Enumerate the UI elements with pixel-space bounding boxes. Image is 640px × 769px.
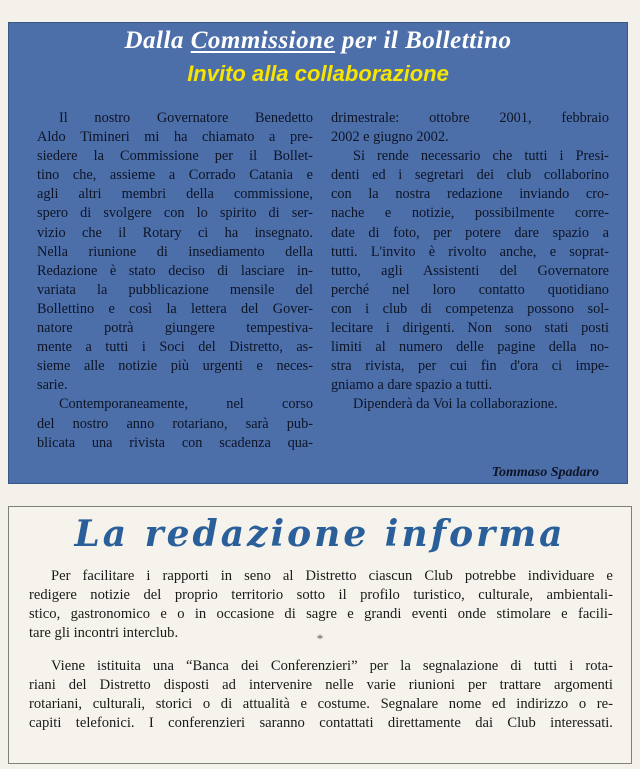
text-line: capiti telefonici. I conferenzieri saranno contattati direttamente dai Club interessati. xyxy=(29,715,613,731)
text-line: Contemporaneamente, nel corso xyxy=(59,396,313,413)
text-line: Viene istituita una “Banca dei Conferenzieri” per la segnalazione di tutti i rota- xyxy=(51,658,613,674)
article-subtitle: Invito alla collaborazione xyxy=(187,61,449,86)
text-line: sieme alle notizie più urgenti e neces- xyxy=(37,358,313,375)
text-line: vizio che il Rotary ci ha insegnato. xyxy=(37,224,313,241)
text-line: riani del Distretto disposti ad intervenire nelle varie riunioni per trattare argomenti xyxy=(29,677,613,693)
text-line: nache e notizie, possibilmente corre- xyxy=(331,205,609,222)
article-right-column xyxy=(331,109,609,415)
text-line: drimestrale: ottobre 2001, febbraio xyxy=(331,110,609,126)
commission-article-box xyxy=(8,22,628,484)
article-left-column xyxy=(37,109,313,453)
text-line: stico, gastronomico e o in occasione di sagre e grandi eventi onde stimolare e facili- xyxy=(29,606,613,622)
text-line: Redazione è stato deciso di lasciare in- xyxy=(37,262,313,279)
text-line: Nella riunione di insediamento della xyxy=(37,243,313,260)
text-line: siedere la Commissione per il Bollet- xyxy=(37,148,313,165)
text-line: stra rivista, per cui fin d'ora ci impe- xyxy=(331,358,609,375)
title-part-1: Dalla xyxy=(124,27,191,54)
text-line: redigere notizie del proprio territorio sotto il profilo turistico, culturale, ambientali- xyxy=(29,587,613,603)
text-line: Dipenderà da Voi la collaborazione. xyxy=(353,396,558,413)
text-line: Il nostro Governatore Benedetto xyxy=(59,110,313,126)
text-line: denti ed i segretari dei club collaborino xyxy=(331,167,609,184)
text-line: rotariani, culturali, storici o di attualità e costume. Segnalare nome ed indirizzo o re- xyxy=(29,696,613,712)
author-signature: Tommaso Spadaro xyxy=(491,465,599,480)
article-title xyxy=(9,27,627,55)
text-line: mente a tutti i Soci del Distretto, as- xyxy=(37,339,313,356)
text-line: spero di svolgere con lo spirito di ser- xyxy=(37,205,313,222)
text-line: con i club di competenza possono sol- xyxy=(331,300,609,317)
text-line: limiti al numero delle pagine della no- xyxy=(331,339,609,356)
text-line: sarie. xyxy=(37,377,68,394)
text-line: blicata una rivista con scadenza qua- xyxy=(37,434,313,451)
notice-paragraph-2 xyxy=(29,657,613,733)
text-line: tare gli incontri interclub. xyxy=(29,625,179,641)
text-line: variata la pubblicazione mensile del xyxy=(37,281,313,298)
text-line: Bollettino e così la lettera del Gover- xyxy=(37,300,313,317)
text-line: natore potrà giungere tempestiva- xyxy=(37,320,313,337)
text-line: con la nostra redazione inviando cro- xyxy=(331,186,609,203)
text-line: agli altri membri della commissione, xyxy=(37,186,313,203)
text-line: tino che, assieme a Corrado Catania e xyxy=(37,167,313,184)
title-part-2: per il Bollettino xyxy=(335,27,512,54)
text-line: lecitare i dirigenti. Non sono stati posti xyxy=(331,320,609,337)
editorial-notice-box xyxy=(8,506,632,764)
text-line: tutto, agli Assistenti del Governatore xyxy=(331,262,609,279)
text-line: gniamo a dare spazio a tutti. xyxy=(331,377,493,394)
text-line: del nostro anno rotariano, sarà pub- xyxy=(37,415,313,432)
notice-title: La redazione informa xyxy=(74,513,566,555)
text-line: 2002 e giugno 2002. xyxy=(331,129,449,146)
text-line: tutti. L'invito è rivolto anche, e soprat- xyxy=(331,243,609,260)
title-underlined-word: Commissione xyxy=(190,27,336,54)
text-line: perché nel loro contatto quotidiano xyxy=(331,281,609,298)
paragraph-separator: * xyxy=(316,631,324,646)
text-line: Aldo Timineri mi ha chiamato a pre- xyxy=(37,129,313,146)
text-line: Si rende necessario che tutti i Presi- xyxy=(353,148,609,165)
text-line: Per facilitare i rapporti in seno al Distretto ciascun Club potrebbe individuare e xyxy=(51,568,613,584)
text-line: date di foto, per potere dare spazio a xyxy=(331,224,609,241)
